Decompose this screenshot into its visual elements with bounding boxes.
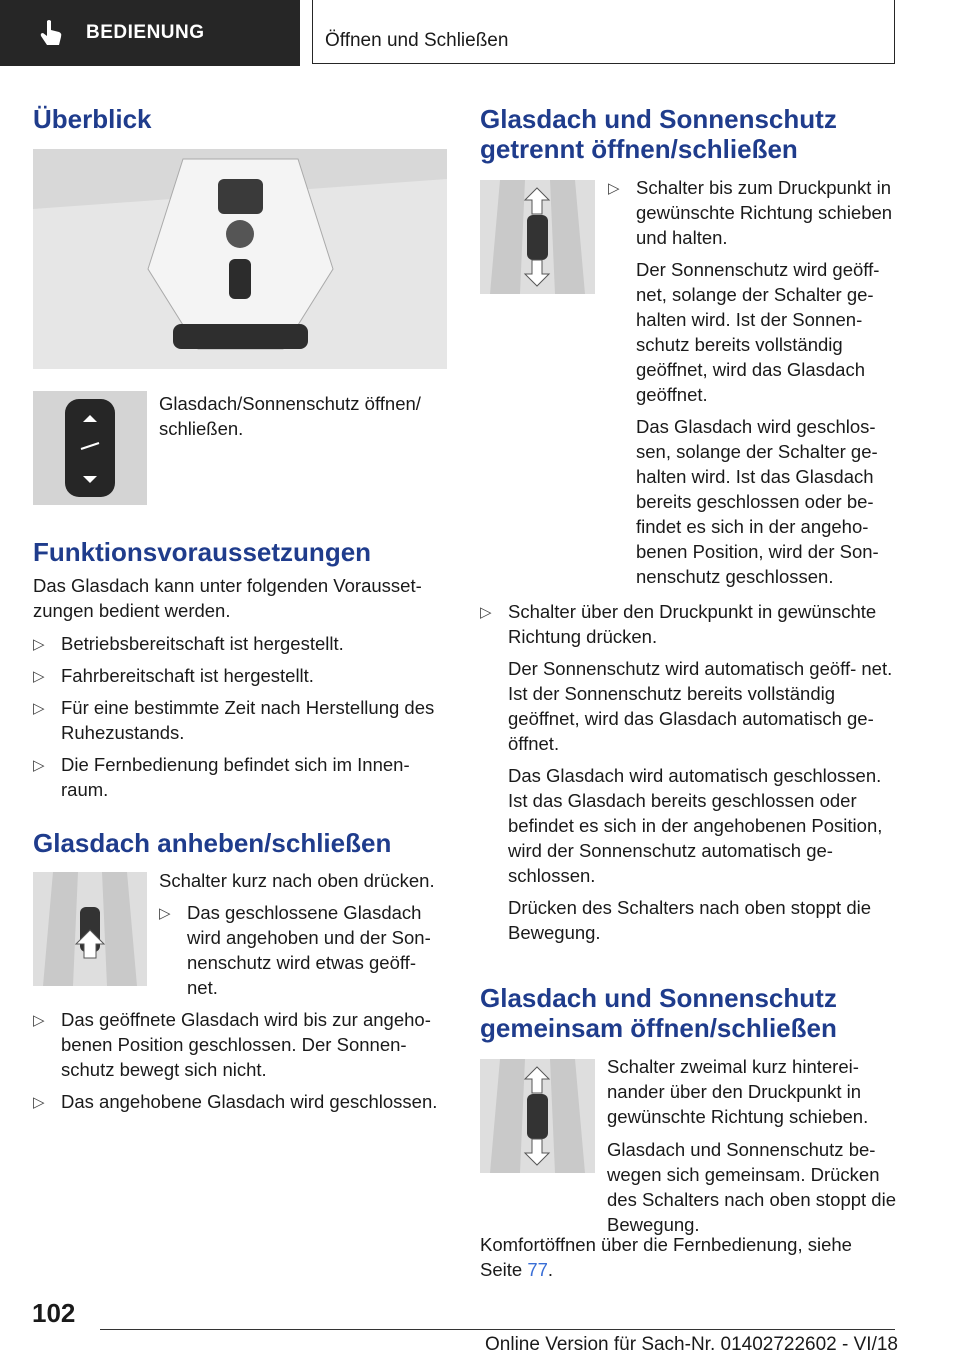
switch-raise-image [33, 872, 147, 986]
list-item: ▷ Schalter bis zum Druckpunkt in gewünschte Richtung schieben und halten. [608, 177, 893, 248]
page-number: 102 [32, 1298, 76, 1328]
footer-text: Online Version für Sach-Nr. 01402722602 - VI/18 [485, 1334, 898, 1355]
list-item: ▷ Das geschlossene Glasdach wird angehoben und der Son- nenschutz wird etwas geöff- net. [159, 902, 431, 998]
list-item: ▷ Schalter über den Druckpunkt in gewünschte Richtung drücken. [480, 601, 877, 647]
section-title: BEDIENUNG [86, 22, 205, 43]
list-item: ▷ Für eine bestimmte Zeit nach Herstellung des Ruhezustands. [33, 697, 435, 743]
triangle-icon: ▷ [33, 1094, 45, 1111]
triangle-icon: ▷ [33, 1012, 45, 1029]
caption-overview: Glasdach/Sonnenschutz öffnen/ schließen. [159, 393, 421, 439]
heading-together: Glasdach und Sonnenschutz gemeinsam öffnen/schließen [480, 983, 837, 1043]
raise-intro-block: Schalter kurz nach oben drücken. ▷ Das geschlossene Glasdach wird angehoben und der Son- nenschutz wird etwas geöff- net. [159, 868, 444, 1000]
triangle-icon: ▷ [608, 180, 620, 197]
switch-together-image [480, 1059, 595, 1173]
section-tab [0, 0, 300, 66]
together-text-1: Schalter zweimal kurz hinterei- nander über den Druckpunkt in gewünschte Richtung schieben. [607, 1056, 869, 1127]
list-item: ▷ Die Fernbedienung befindet sich im Innen- raum. [33, 754, 410, 800]
raise-list [33, 1007, 447, 1114]
heading-raise: Glasdach anheben/schließen [33, 828, 392, 858]
switch-separate-image [480, 180, 595, 294]
list-item: ▷ Fahrbereitschaft ist hergestellt. [33, 663, 443, 688]
switch-closeup-image [33, 391, 147, 505]
comfort-note: Komfortöffnen über die Fernbedienung, siehe Seite 77. [480, 1234, 852, 1280]
together-text-2: Glasdach und Sonnenschutz be- wegen sich gemeinsam. Drücken des Schalters nach oben stoppt die Bewegung. [607, 1139, 896, 1235]
list-item: ▷ Betriebsbereitschaft ist hergestellt. [33, 631, 443, 656]
triangle-icon: ▷ [159, 905, 171, 922]
triangle-icon: ▷ [33, 636, 45, 653]
section-prerequisites: Funktionsvoraussetzungen Das Glasdach kann unter folgenden Vorausset- zungen bedient werden. ▷ Betriebsbereitschaft ist hergestellt. ▷ Fahrbereitschaft ist hergestellt. ▷ Für eine bestimmte Zeit nach Herstellung des Ruhezustands. ▷ Die Fernbedienung befindet sich im Innen- raum. [33, 537, 443, 802]
list-item: ▷ Das geöffnete Glasdach wird bis zur angeho- benen Position geschlossen. Der Sonnen- schutz bewegt sich nicht. [33, 1009, 431, 1080]
separate-item-1: ▷ Schalter bis zum Druckpunkt in gewünschte Richtung schieben und halten. Der Sonnenschutz wird geöff- net, solange der Schalter ge- halten wird. Ist der Sonnen- schutz bereits vollständig geöffnet, wird das Glasdach geöffnet. Das Glasdach wird geschlos- sen, solange der Schalter ge- halten wird. Ist das Glasdach bereits geschlossen oder be- findet es sich in der angeho- benen Position, wird der Son- nenschutz geschlossen. [608, 175, 898, 589]
separate-item-2: ▷ Schalter über den Druckpunkt in gewünschte Richtung drücken. Der Sonnenschutz wird automatisch geöff- net. Ist der Sonnenschutz bereits vollständig geöffnet, wird das Glasdach automatisch ge- öffnet. Das Glasdach wird automatisch geschlossen. Ist das Glasdach bereits geschlossen oder befindet es sich in der angehobenen Position, wird der Sonnenschutz automatisch ge- schlossen. Drücken des Schalters nach oben stoppt die Bewegung. [480, 599, 898, 945]
triangle-icon: ▷ [33, 757, 45, 774]
hand-icon [38, 19, 64, 47]
heading-overview: Überblick [33, 104, 152, 134]
list-item: ▷ Das angehobene Glasdach wird geschlossen. [33, 1089, 447, 1114]
triangle-icon: ▷ [480, 604, 492, 621]
footer-divider [100, 1329, 895, 1330]
roof-console-image [33, 149, 447, 369]
prereq-list [33, 631, 443, 802]
triangle-icon: ▷ [33, 668, 45, 685]
heading-separate: Glasdach und Sonnenschutz getrennt öffnen/schließen [480, 104, 837, 164]
chapter-title: Öffnen und Schließen [325, 30, 509, 51]
triangle-icon: ▷ [33, 700, 45, 717]
chapter-box [312, 0, 895, 64]
page-link[interactable]: 77 [527, 1259, 548, 1280]
